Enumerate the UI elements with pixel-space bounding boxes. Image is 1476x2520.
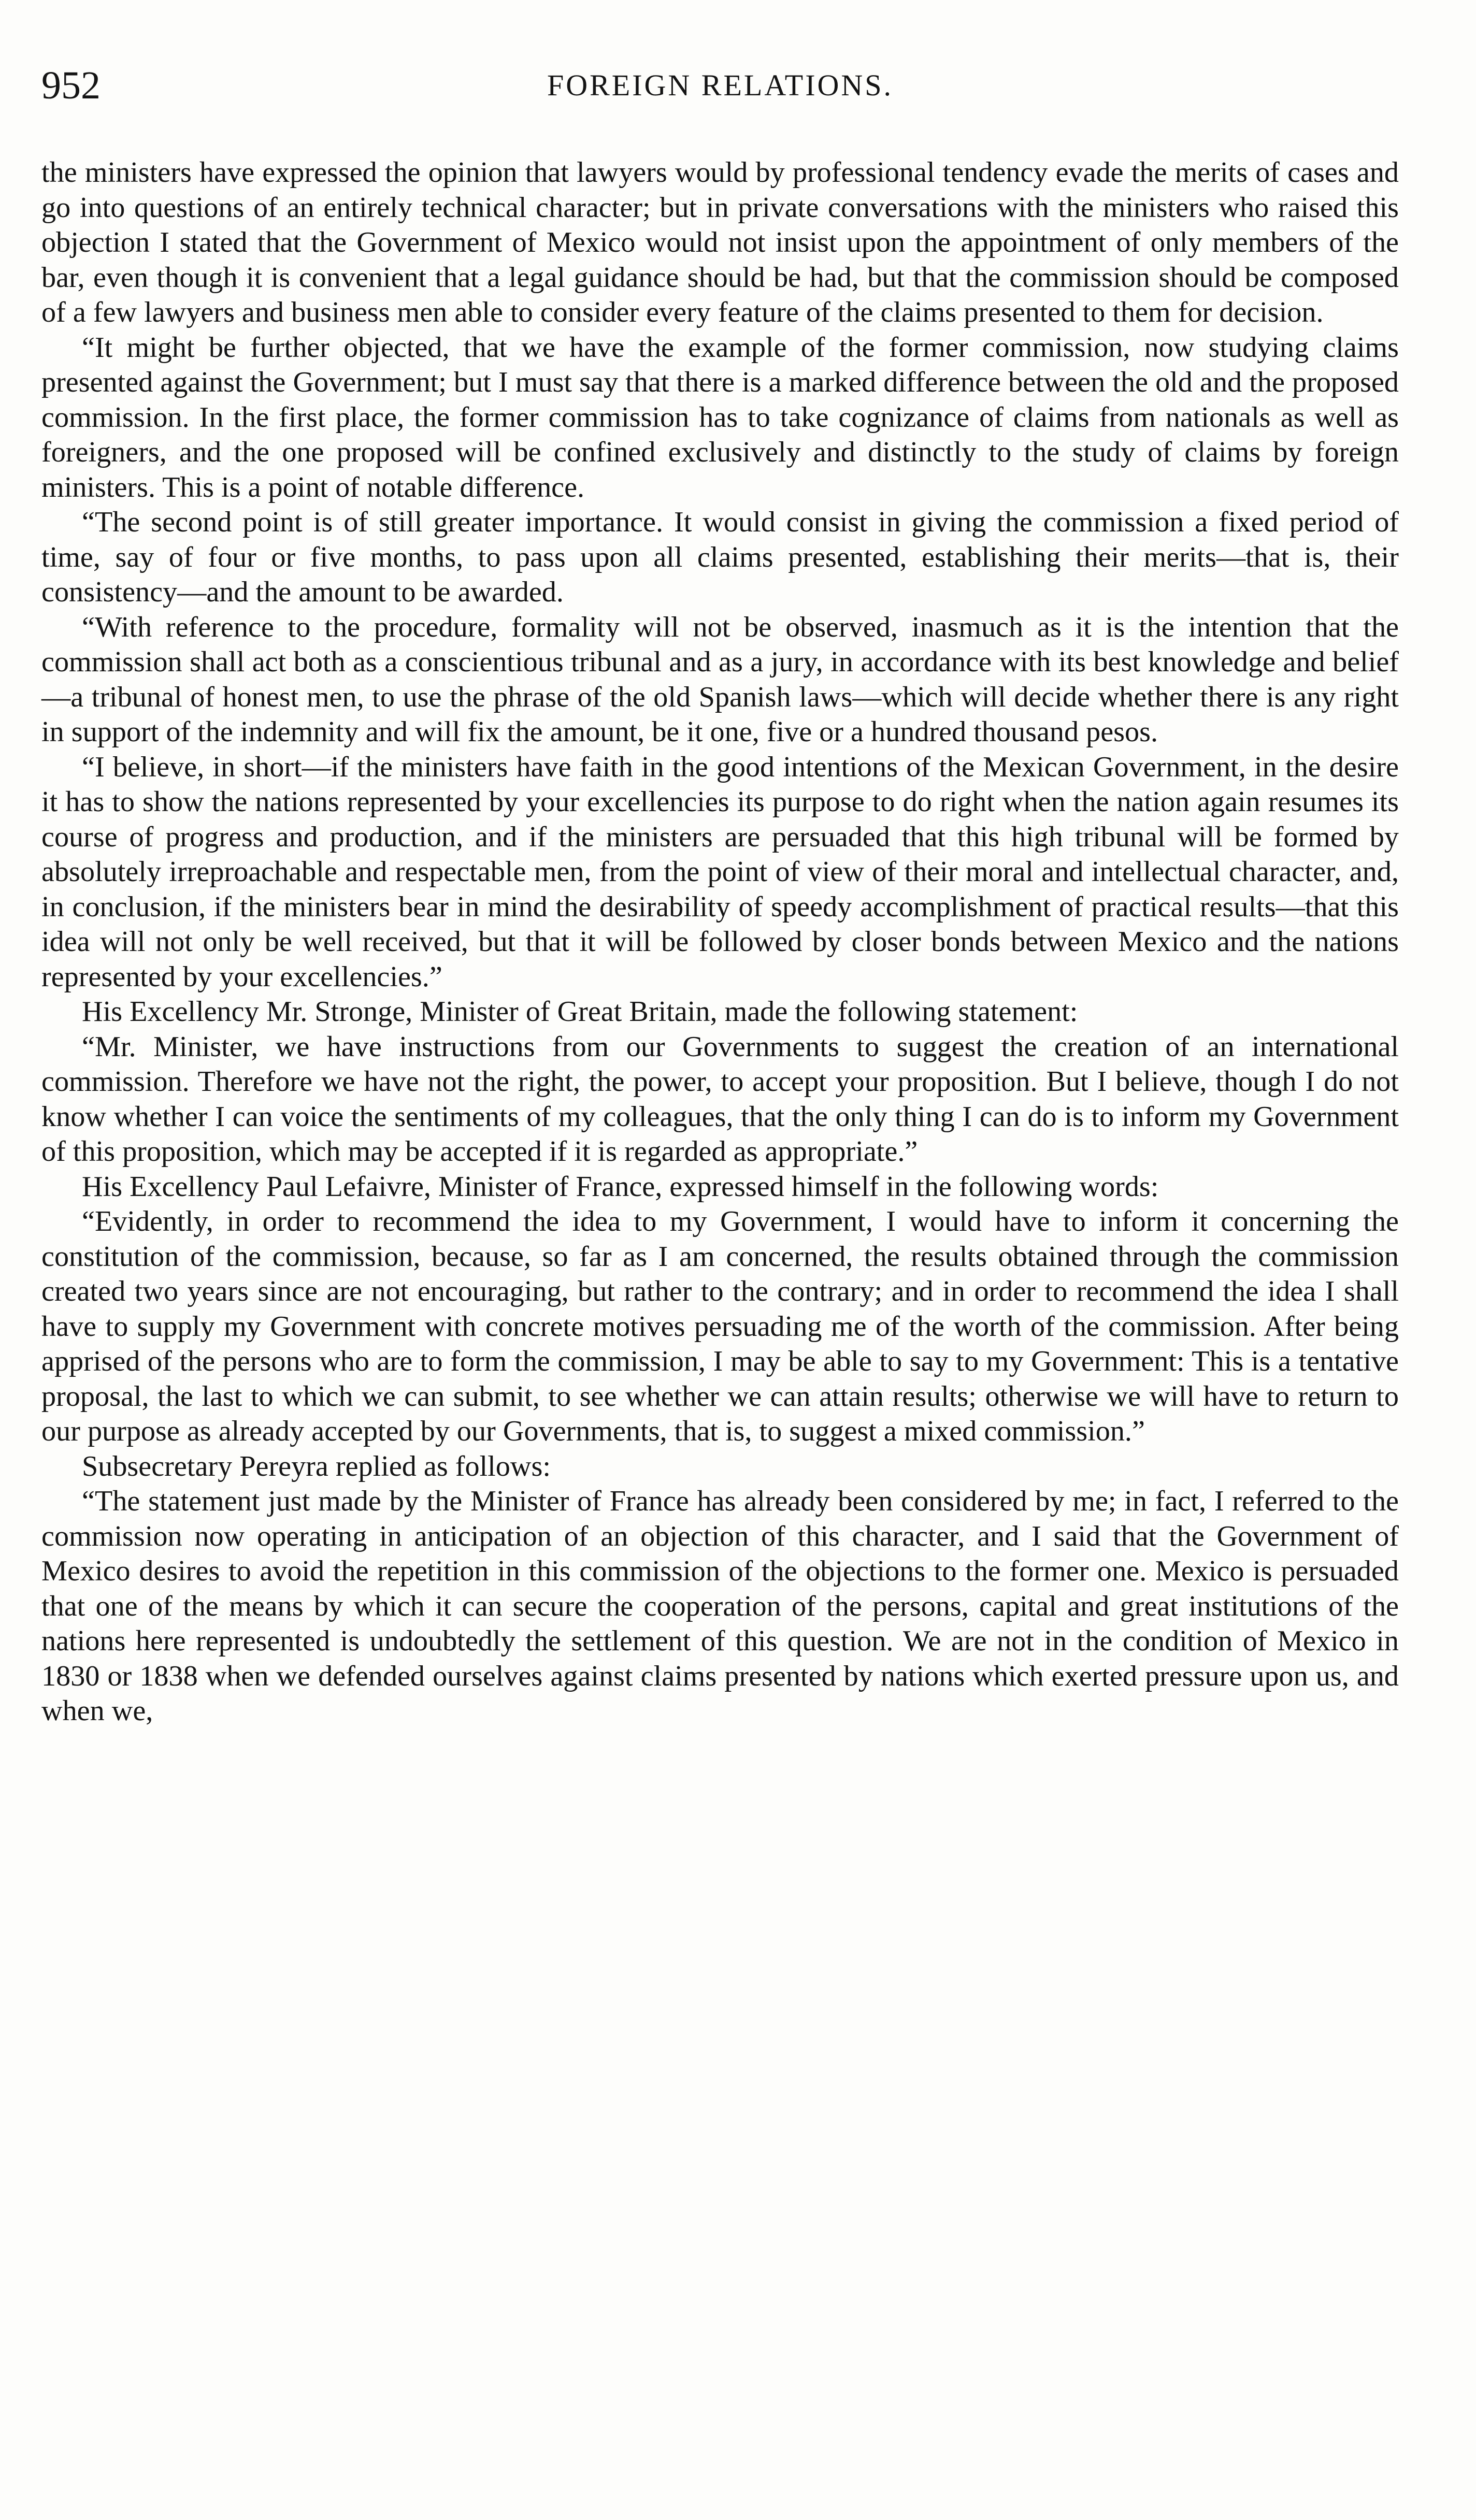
- paragraph: His Excellency Mr. Stronge, Minister of Great Britain, made the following statement:: [82, 996, 1078, 1028]
- paragraph: “Evidently, in order to recommend the idea to my Government, I would have to inform it concerning the constitution of the commission, because, so far as I am concerned, the results obtained through the commission created two years since are not encouraging, but rather to the contrary; and in order to recommend the idea I shall have to supply my Government with concrete motives persuading me of the worth of the commission. After being apprised of the persons who are to form the commission, I may be able to say to my Government: This is a tentative proposal, the last to which we can submit, to see whether we can attain results; otherwise we will have to return to our purpose as already accepted by our Governments, that is, to suggest a mixed commission.”: [41, 1205, 1399, 1447]
- paragraph: the ministers have expressed the opinion that lawyers would by professional tendency evade the merits of cases and go into questions of an entirely technical character; but in private conversations with the ministers who raised this objection I stated that the Government of Mexico would not insist upon the appointment of only members of the bar, even though it is convenient that a legal guidance should be had, but that the commission should be composed of a few lawyers and business men able to consider every feature of the claims presented to them for decision.: [41, 156, 1399, 328]
- body-text: [41, 155, 1399, 1729]
- paragraph: “The statement just made by the Minister of France has already been considered by me; in fact, I referred to the commission now operating in anticipation of an objection of this character, and I said that the Government of Mexico desires to avoid the repetition in this commission of the objections to the former one. Mexico is persuaded that one of the means by which it can secure the cooperation of the persons, capital and great institutions of the nations here represented is undoubtedly the settlement of this question. We are not in the condition of Mexico in 1830 or 1838 when we defended ourselves against claims presented by nations which exerted pressure upon us, and when we,: [41, 1485, 1399, 1727]
- paragraph: “With reference to the procedure, formality will not be observed, inasmuch as it is the intention that the commission shall act both as a conscientious tribunal and as a jury, in accordance with its best knowledge and belief—a tribunal of honest men, to use the phrase of the old Spanish laws—which will decide whether there is any right in support of the indemnity and will fix the amount, be it one, five or a hundred thousand pesos.: [41, 611, 1399, 748]
- paragraph: “I believe, in short—if the ministers have faith in the good intentions of the Mexican Government, in the desire it has to show the nations represented by your excellencies its purpose to do right when the nation again resumes its course of progress and production, and if the ministers are persuaded that this high tribunal will be formed by absolutely irreproachable and respectable men, from the point of view of their moral and intellectual character, and, in conclusion, if the ministers bear in mind the desirability of speedy accomplishment of practical results—that this idea will not only be well received, but that it will be followed by closer bonds between Mexico and the nations represented by your excellencies.”: [41, 751, 1399, 993]
- document-page: [41, 57, 1399, 1729]
- paragraph: His Excellency Paul Lefaivre, Minister of France, expressed himself in the following words:: [82, 1170, 1159, 1203]
- running-head: FOREIGN RELATIONS.: [547, 68, 894, 102]
- paragraph: “The second point is of still greater importance. It would consist in giving the commission a fixed period of time, say of four or five months, to pass upon all claims presented, establishing their merits—that is, their consistency—and the amount to be awarded.: [41, 506, 1399, 608]
- paragraph: “Mr. Minister, we have instructions from our Governments to suggest the creation of an international commission. Therefore we have not the right, the power, to accept your proposition. But I believe, though I do not know whether I can voice the sentiments of my colleagues, that the only thing I can do is to inform my Government of this proposition, which may be accepted if it is regarded as appropriate.”: [41, 1030, 1399, 1168]
- paragraph: “It might be further objected, that we have the example of the former commission, now studying claims presented against the Government; but I must say that there is a marked difference between the old and the proposed commission. In the first place, the former commission has to take cognizance of claims from nationals as well as foreigners, and the one proposed will be confined exclusively and distinctly to the study of claims by foreign ministers. This is a point of notable difference.: [41, 331, 1399, 503]
- page-number: 952: [41, 64, 101, 107]
- paragraph: Subsecretary Pereyra replied as follows:: [82, 1450, 551, 1482]
- page-header: [41, 57, 1399, 114]
